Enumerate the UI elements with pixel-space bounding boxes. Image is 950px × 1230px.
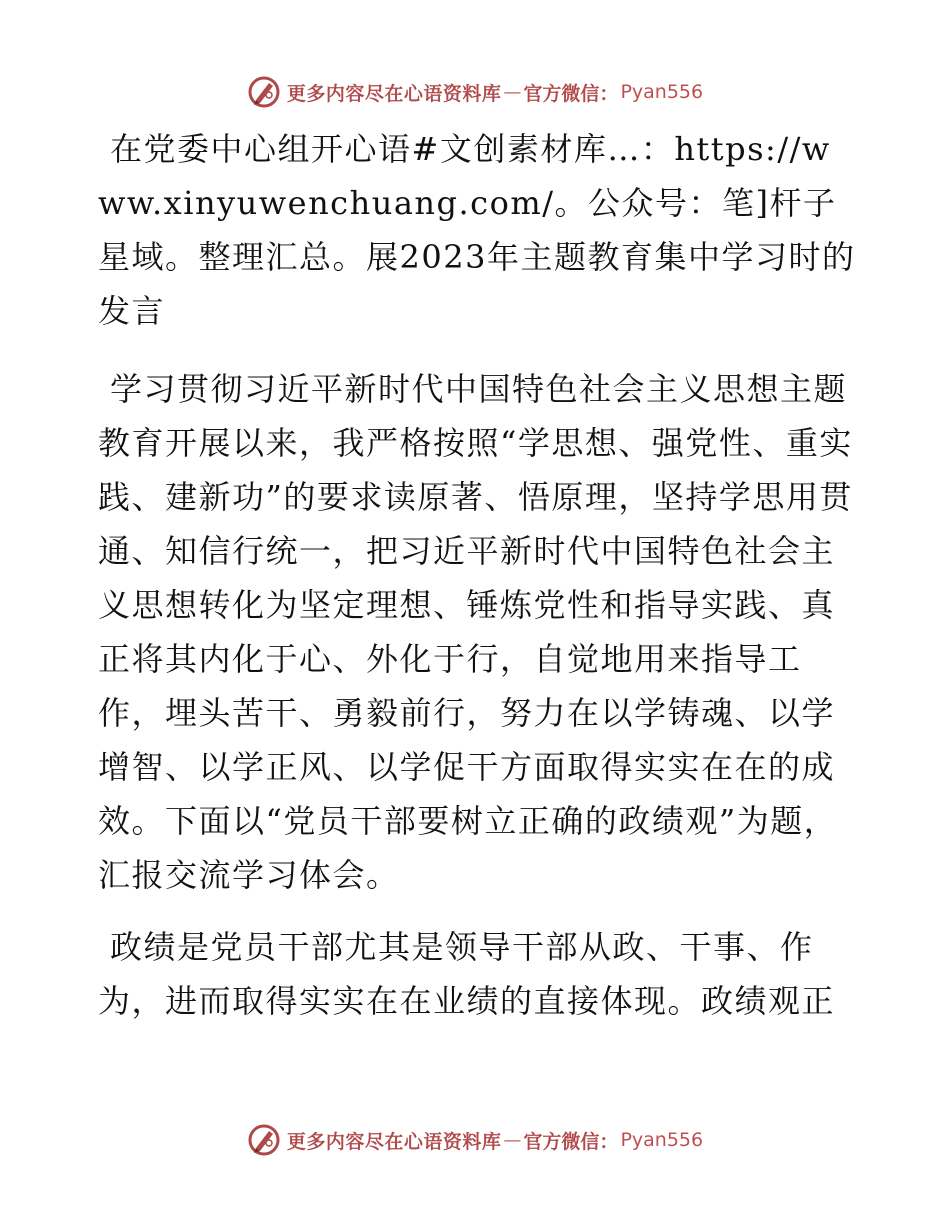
pen-logo-icon (247, 75, 281, 109)
header-dash: — (503, 81, 522, 103)
footer-dash: — (503, 1129, 522, 1151)
header-wechat-id: Pyan556 (620, 81, 704, 103)
header-wechat-label: 官方微信： (523, 82, 619, 105)
paragraph-3: 政绩是党员干部尤其是领导干部从政、干事、作为，进而取得实实在在业绩的直接体现。政绩观正 (98, 928, 836, 1020)
document-body (98, 122, 858, 1046)
pen-logo-icon (247, 1123, 281, 1157)
footer-wechat-label: 官方微信： (523, 1130, 619, 1153)
footer-brand-text: 更多内容尽在心语资料库 (286, 1130, 502, 1153)
header-brand-text: 更多内容尽在心语资料库 (286, 82, 502, 105)
header-watermark (0, 70, 950, 114)
paragraph-1: 在党委中心组开心语#文创素材库…：https://www.xinyuwenchuang.com/。公众号：笔]杆子星域。整理汇总。展2023年主题教育集中学习时的发言 (98, 130, 856, 330)
footer-wechat-id: Pyan556 (620, 1129, 704, 1151)
paragraph-2: 学习贯彻习近平新时代中国特色社会主义思想主题教育开展以来，我严格按照“学思想、强党性、重实践、建新功”的要求读原著、悟原理，坚持学思用贯通、知信行统一，把习近平新时代中国特色社会主义思想转化为坚定理想、锤炼党性和指导实践、真正将其内化于心、外化于行，自觉地用来指导工作，埋头苦干、勇毅前行，努力在以学铸魂、以学增智、以学正风、以学促干方面取得实实在在的成效。下面以“党员干部要树立正确的政绩观”为题，汇报交流学习体会。 (98, 370, 853, 894)
footer-watermark (0, 1118, 950, 1162)
